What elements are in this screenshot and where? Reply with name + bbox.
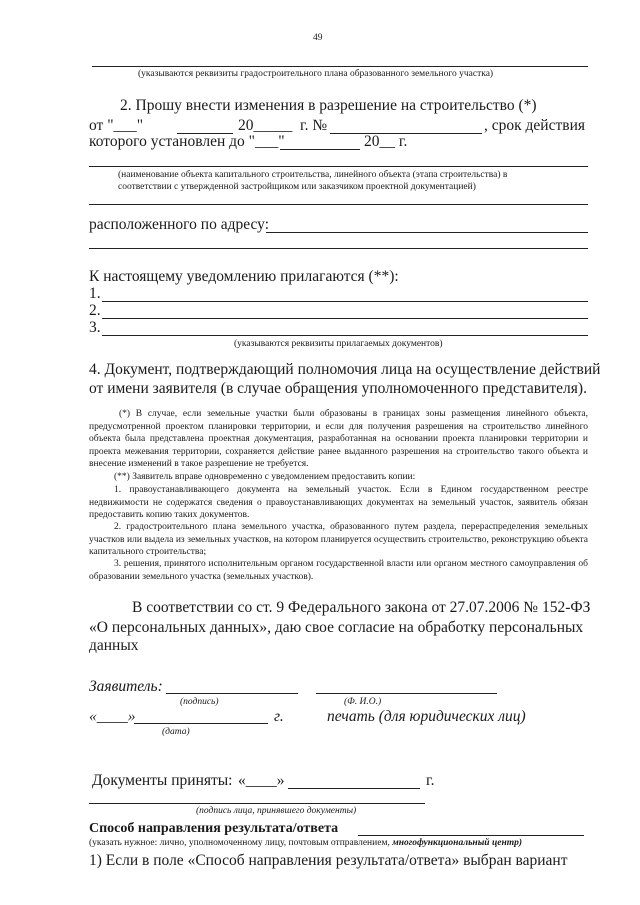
footnote-5: 3. решения, принятого исполнительным органом государственной власти или органом местного самоуправления об образовании земельного участка (земельных участков). [89, 559, 588, 582]
method-note [89, 838, 522, 848]
item2-year2: 20__ г. [364, 133, 408, 150]
item4-line-1: 4. Документ, подтверждающий полномочия лица на осуществление действий [89, 361, 601, 378]
item2-until-line [280, 149, 360, 150]
accepted-label: Документы приняты: [92, 772, 233, 789]
footnote-1: (*) В случае, если земельные участки были образованы в границах зоны размещения линейного объекта, предусмотренной проектом планировки территории, и если для получения разрешения на строительство линейного объекта была представлена проектная документация, разработанная на основании проекта планировки территории и проекта межевания территории, сохраняется действие ранее выданного разрешения на строительство такого объекта и внесение изменений в такое разрешение не требуется. [89, 409, 588, 469]
attachment-2-line [102, 318, 588, 319]
accepted-date-open: «____» [238, 772, 285, 789]
gp-caption: (указываются реквизиты градостроительного плана образованного земельного участка) [138, 69, 494, 79]
accepted-sign-line [89, 803, 425, 804]
fio-caption: (Ф. И.О.) [344, 697, 382, 707]
address-line-2 [89, 248, 588, 249]
item2-number-label: г. № [300, 117, 328, 134]
page-number: 49 [313, 33, 323, 43]
footnote-4: 2. градостроительного плана земельного участка, образованного путем раздела, перераспределения земельных участков или выдела из земельных участков, на котором планируется осуществить строительство, реконструкцию объекта капитального строительства; [89, 522, 588, 557]
method-note-prefix: (указать нужное: лично, уполномоченному лицу, почтовым отправлением, [89, 838, 390, 848]
date-open: «____» [89, 708, 136, 725]
signature-caption: (подпись) [180, 697, 219, 707]
date-line [134, 723, 268, 724]
applicant-label: Заявитель: [89, 678, 163, 695]
attachments-caption: (указываются реквизиты прилагаемых документов) [234, 339, 443, 349]
item2-year: 20_____ [238, 117, 293, 134]
attachment-1-line [102, 301, 588, 302]
object-caption-1: (наименование объекта капитального строительства, линейного объекта (этапа строительства) в [118, 170, 508, 180]
method-last-line: 1) Если в поле «Способ направления результата/ответа» выбран вариант [89, 852, 568, 869]
attachment-3-line [102, 335, 588, 336]
attachment-1-num: 1. [89, 285, 101, 302]
consent-line-1: В соответствии со ст. 9 Федерального закона от 27.07.2006 № 152-ФЗ [132, 599, 591, 616]
attachment-2-num: 2. [89, 302, 101, 319]
date-caption: (дата) [162, 727, 190, 737]
attachments-title: К настоящему уведомлению прилагаются (**): [89, 268, 399, 285]
accepted-date-line [288, 788, 420, 789]
address-line [266, 232, 588, 233]
consent-line-3: данных [89, 637, 139, 654]
signature-line [166, 693, 298, 694]
consent-line-2: «О персональных данных», даю свое согласие на обработку персональных [89, 619, 584, 636]
item4-line-2: от имени заявителя (в случае обращения уполномоченного представителя). [89, 380, 587, 397]
accepted-caption: (подпись лица, принявшего документы) [196, 806, 357, 816]
item2-installed: которого установлен до "___" [89, 133, 285, 150]
attachment-3-num: 3. [89, 319, 101, 336]
item2-title: 2. Прошу внести изменения в разрешение на строительство (*) [120, 97, 537, 114]
date-g: г. [274, 708, 284, 725]
fio-line [316, 693, 497, 694]
accepted-g: г. [426, 772, 435, 789]
address-label: расположенного по адресу: [89, 216, 269, 233]
item2-from: от "___" [89, 117, 144, 134]
method-title: Способ направления результата/ответа [89, 821, 339, 836]
object-caption-2: соответствии с утвержденной застройщиком или заказчиком проектной документацией) [118, 182, 476, 192]
item2-term: , срок действия [484, 117, 585, 134]
gp-line [92, 66, 588, 67]
footnote-2: (**) Заявитель вправе одновременно с уведомлением предоставить копии: [114, 472, 416, 482]
stamp-note: печать (для юридических лиц) [327, 708, 526, 725]
object-line-2 [89, 204, 588, 205]
footnote-3: 1. правоустанавливающего документа на земельный участок. Если в Едином государственном реестре недвижимости не содержатся сведения о правоустанавливающих документах на земельный участок, заявитель обязан предоставить копию таких документов. [89, 485, 588, 520]
method-note-bold: многофункциональный центр) [392, 838, 523, 848]
method-line [358, 835, 584, 836]
object-line [89, 166, 588, 167]
